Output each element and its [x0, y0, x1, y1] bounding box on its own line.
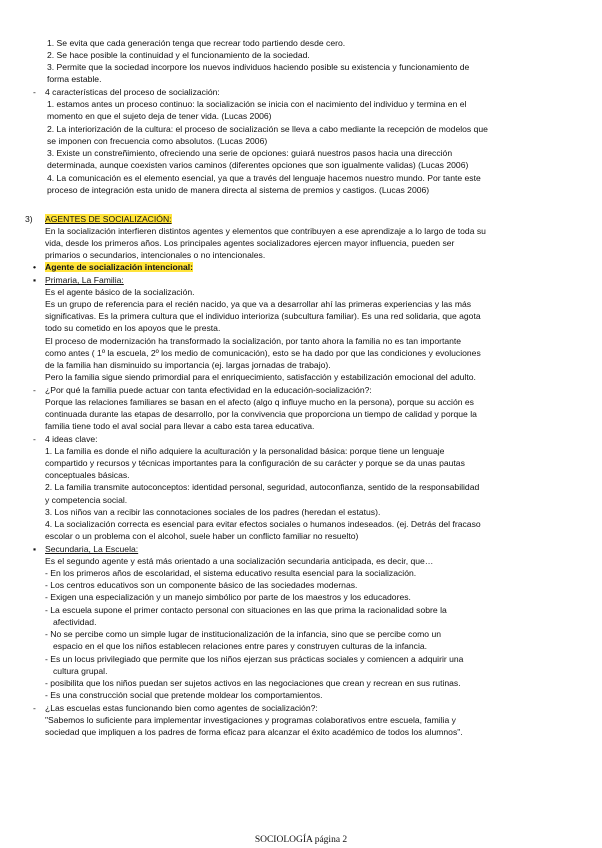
- text-line: 3. Existe un constreñimiento, ofreciendo una serie de opciones: guiará nuestros pasos hacia una dirección: [47, 148, 453, 158]
- text-line: 1. Se evita que cada generación tenga que recrear todo partiendo desde cero.: [47, 38, 346, 48]
- text-line: primarios o secundarios, intencionales o no intencionales.: [45, 250, 266, 260]
- topic-heading: Primaria, La Familia:: [45, 275, 124, 285]
- text-line: de la familia han disminuido su importancia (ej. largas jornadas de trabajo).: [45, 360, 331, 370]
- text-line: 4. La socialización correcta es esencial para evitar efectos sociales o humanos indeseados. (ej. Detrás del fracaso: [45, 519, 481, 529]
- text-line: Es el segundo agente y está más orientado a una socialización secundaria anticipada, es decir, que…: [45, 556, 434, 566]
- text-line: 3. Permite que la sociedad incorpore los nuevos individuos haciendo posible su existencia y funcionamiento de: [47, 62, 470, 72]
- text-line: como antes ( 1º la escuela, 2º los medio de comunicación), esto se ha dado por que las condiciones y evoluciones: [45, 348, 481, 358]
- text-line: vida, desde los primeros años. Los principales agentes socializadores ejercen mayor influencia, pueden ser: [45, 238, 455, 248]
- text-line: - No se percibe como un simple lugar de institucionalización de la infancia, sino que se percibe como un: [45, 629, 442, 639]
- text-line: 4 características del proceso de socialización:: [45, 87, 220, 97]
- dash-marker: -: [33, 87, 36, 97]
- text-line: momento en que el sujeto deja de tener vida. (Lucas 2006): [47, 111, 272, 121]
- dash-marker: -: [33, 385, 36, 395]
- text-line: - En los primeros años de escolaridad, el sistema educativo resulta esencial para la socialización.: [45, 568, 417, 578]
- text-line: Es un grupo de referencia para el recién nacido, ya que va a desarrollar ahí las primeras experiencias y las más: [45, 299, 472, 309]
- text-line: espacio en el que los niños establecen relaciones entre pares y construyen culturas de la infancia.: [53, 641, 428, 651]
- text-line: determinada, aunque coexisten varios caminos (diferentes opciones que son igualmente validas) (Lucas 2006): [47, 160, 469, 170]
- text-line: 2. La interiorización de la cultura: el proceso de socialización se lleva a cabo mediante la recepción de modelos que: [47, 124, 488, 134]
- topic-heading: Secundaria, La Escuela:: [45, 544, 139, 554]
- bullet-marker: •: [33, 262, 37, 272]
- text-line: "Sabemos lo suficiente para implementar investigaciones y programas colaborativos entre escuela, familia y: [45, 715, 456, 725]
- bullet-marker: ▪: [33, 544, 37, 554]
- text-line: continuada durante las etapas de desarrollo, por la convivencia que proporciona un tiempo de calidad y porque la: [45, 409, 477, 419]
- section-heading: [45, 213, 172, 225]
- text-line: ¿Por qué la familia puede actuar con tanta efectividad en la educación-socialización?:: [45, 385, 372, 395]
- text-line: - Es una construcción social que pretende moldear los comportamientos.: [45, 690, 323, 700]
- text-line: todo su cometido en los apoyos que le presta.: [45, 323, 221, 333]
- subheading: [45, 261, 193, 273]
- text-line: 1. La familia es donde el niño adquiere la aculturación y la personalidad básica: porque tiene un lenguaje: [45, 446, 445, 456]
- text-line: ¿Las escuelas estas funcionando bien como agentes de socialización?:: [45, 703, 318, 713]
- text-line: 1. estamos antes un proceso continuo: la socialización se inicia con el nacimiento del individuo y termina en el: [47, 99, 467, 109]
- text-line: En la socialización interfieren distintos agentes y elementos que contribuyen a ese aprendizaje a lo largo de toda su: [45, 226, 486, 236]
- text-line: Es el agente básico de la socialización.: [45, 287, 195, 297]
- text-line: 3. Los niños van a recibir las connotaciones sociales de los padres (heredan el estatus).: [45, 507, 381, 517]
- text-line: - Los centros educativos son un componente básico de las sociedades modernas.: [45, 580, 358, 590]
- text-line: forma estable.: [47, 74, 102, 84]
- dash-marker: -: [33, 703, 36, 713]
- text-line: afectividad.: [53, 617, 97, 627]
- bullet-marker: ▪: [33, 275, 37, 285]
- text-line: 2. La familia transmite autoconceptos: identidad personal, seguridad, autoconfianza, sentido de la responsabilidad: [45, 482, 480, 492]
- text-line: cultura grupal.: [53, 666, 108, 676]
- text-line: Pero la familia sigue siendo primordial para el enriquecimiento, satisfacción y estabilización emocional del adulto.: [45, 372, 476, 382]
- text-line: significativas. Es la primera cultura que el individuo interioriza (subcultura familiar). Es una red solidaria, que agota: [45, 311, 481, 321]
- text-line: y competencia social.: [45, 495, 128, 505]
- subheading-text: Agente de socialización intencional:: [45, 262, 194, 272]
- text-line: - La escuela supone el primer contacto personal con situaciones en las que prima la racionalidad sobre la: [45, 605, 447, 615]
- text-line: El proceso de modernización ha transformado la socialización, por tanto ahora la familia no es tan importante: [45, 336, 462, 346]
- text-line: familia tiene todo el aval social para llevar a cabo esta tarea educativa.: [45, 421, 315, 431]
- text-line: proceso de integración esta unido de manera directa al sistema de premios y castigos. (Lucas 2006): [47, 185, 430, 195]
- text-line: Porque las relaciones familiares se basan en el afecto (algo q influye mucho en la persona), porque su acción es: [45, 397, 474, 407]
- dash-marker: -: [33, 434, 36, 444]
- text-line: 2. Se hace posible la continuidad y el funcionamiento de la sociedad.: [47, 50, 310, 60]
- text-line: se imponen con frecuencia como absolutos. (Lucas 2006): [47, 136, 268, 146]
- text-line: - posibilita que los niños puedan ser sujetos activos en las negociaciones que crean y recrean en sus rutinas.: [45, 678, 461, 688]
- text-line: compartido y recursos y técnicas importantes para la configuración de su carácter y porque se da unas pautas: [45, 458, 465, 468]
- text-line: escolar o un problema con el alcohol, suele haber un conflicto familiar no resuelto): [45, 531, 359, 541]
- text-line: sociedad que impliquen a los padres de forma eficaz para alcanzar el éxito académico de todos los alumnos".: [45, 727, 463, 737]
- section-number: 3): [25, 214, 33, 224]
- page-footer: SOCIOLOGÍA página 2: [254, 835, 348, 845]
- text-line: 4 ideas clave:: [45, 434, 98, 444]
- text-line: - Es un locus privilegiado que permite que los niños ejerzan sus prácticas sociales y comiencen a adquirir una: [45, 654, 464, 664]
- text-line: conceptuales básicas.: [45, 470, 130, 480]
- text-line: 4. La comunicación es el elemento esencial, ya que a través del lenguaje hacemos nuestro mundo. Por tante este: [47, 173, 481, 183]
- text-line: - Exigen una especialización y un manejo simbólico por parte de los maestros y los educadores.: [45, 592, 411, 602]
- section-heading-text: AGENTES DE SOCIALIZACIÓN:: [45, 214, 172, 224]
